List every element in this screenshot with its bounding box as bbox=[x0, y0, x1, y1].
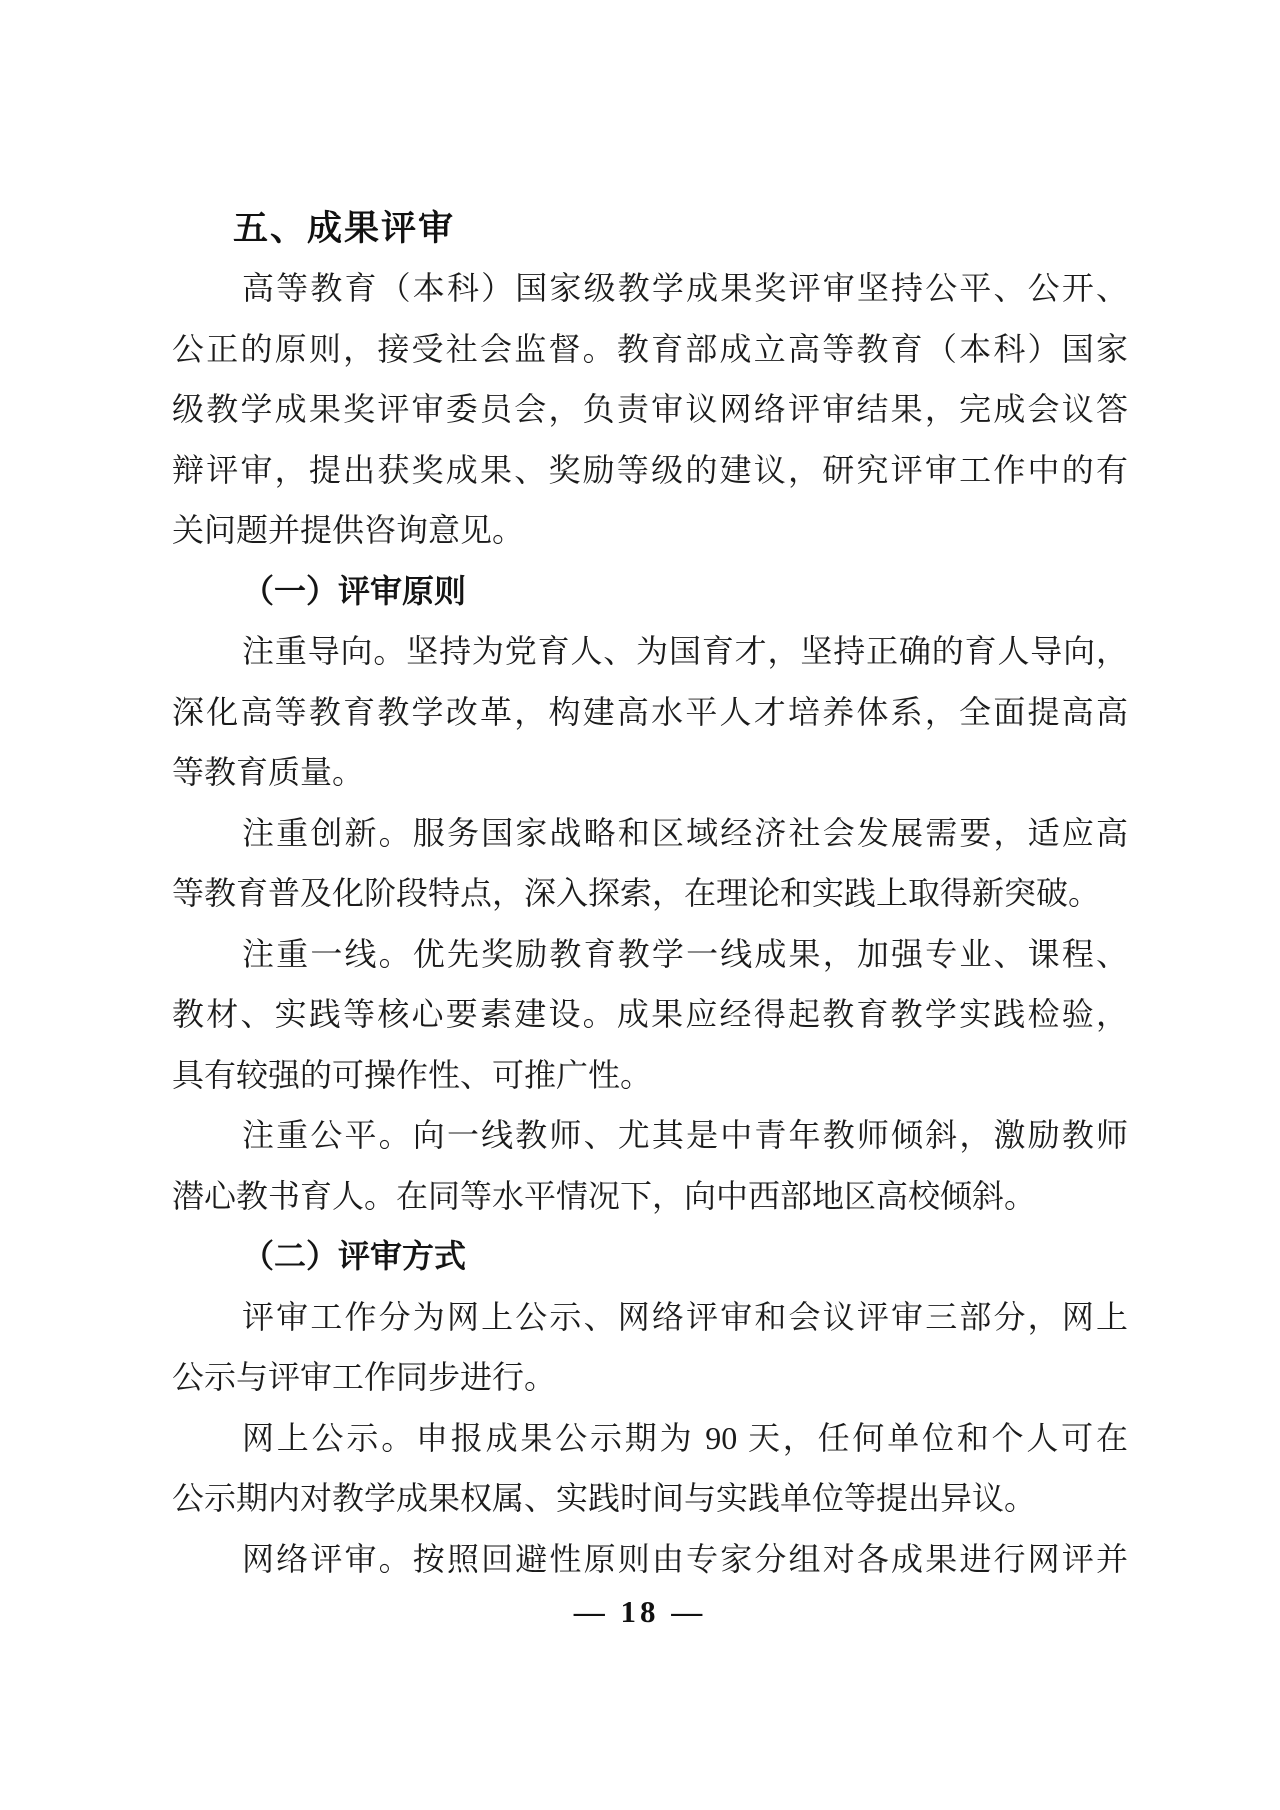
text-line: 公正的原则，接受社会监督。教育部成立高等教育（本科）国家 bbox=[172, 330, 1128, 367]
text-line: 辩评审，提出获奖成果、奖励等级的建议，研究评审工作中的有 bbox=[172, 451, 1128, 488]
text-line: 网上公示。申报成果公示期为 90 天，任何单位和个人可在 bbox=[242, 1419, 1128, 1456]
text-line: 关问题并提供咨询意见。 bbox=[172, 512, 525, 548]
text-line: 等教育质量。 bbox=[172, 754, 365, 790]
text-line: 注重导向。坚持为党育人、为国育才，坚持正确的育人导向， bbox=[242, 633, 1128, 669]
text-line: 教材、实践等核心要素建设。成果应经得起教育教学实践检验， bbox=[172, 996, 1128, 1032]
sub-heading: （二）评审方式 bbox=[242, 1238, 467, 1274]
text-line: 注重公平。向一线教师、尤其是中青年教师倾斜，激励教师 bbox=[242, 1117, 1128, 1153]
text-line: 公示与评审工作同步进行。 bbox=[172, 1359, 557, 1395]
text-line: 潜心教书育人。在同等水平情况下，向中西部地区高校倾斜。 bbox=[172, 1177, 1037, 1214]
text-line: 深化高等教育教学改革，构建高水平人才培养体系，全面提高高 bbox=[172, 693, 1128, 730]
text-line: 具有较强的可操作性、可推广性。 bbox=[172, 1056, 653, 1093]
text-line: 级教学成果奖评审委员会，负责审议网络评审结果，完成会议答 bbox=[172, 391, 1128, 427]
text-block bbox=[172, 258, 1128, 1589]
text-line: 高等教育（本科）国家级教学成果奖评审坚持公平、公开、 bbox=[242, 270, 1128, 306]
text-line: 评审工作分为网上公示、网络评审和会议评审三部分，网上 bbox=[242, 1298, 1128, 1335]
text-line: 网络评审。按照回避性原则由专家分组对各成果进行网评并 bbox=[242, 1540, 1128, 1577]
text-line: 公示期内对教学成果权属、实践时间与实践单位等提出异议。 bbox=[172, 1480, 1037, 1516]
section-heading: 五、成果评审 bbox=[233, 209, 456, 248]
text-line: 等教育普及化阶段特点，深入探索，在理论和实践上取得新突破。 bbox=[172, 875, 1101, 911]
sub-heading: （一）评审原则 bbox=[242, 572, 467, 609]
text-line: 注重创新。服务国家战略和区域经济社会发展需要，适应高 bbox=[242, 814, 1128, 851]
page-number: — 18 — bbox=[573, 1594, 707, 1629]
text-line: 注重一线。优先奖励教育教学一线成果，加强专业、课程、 bbox=[242, 935, 1128, 972]
